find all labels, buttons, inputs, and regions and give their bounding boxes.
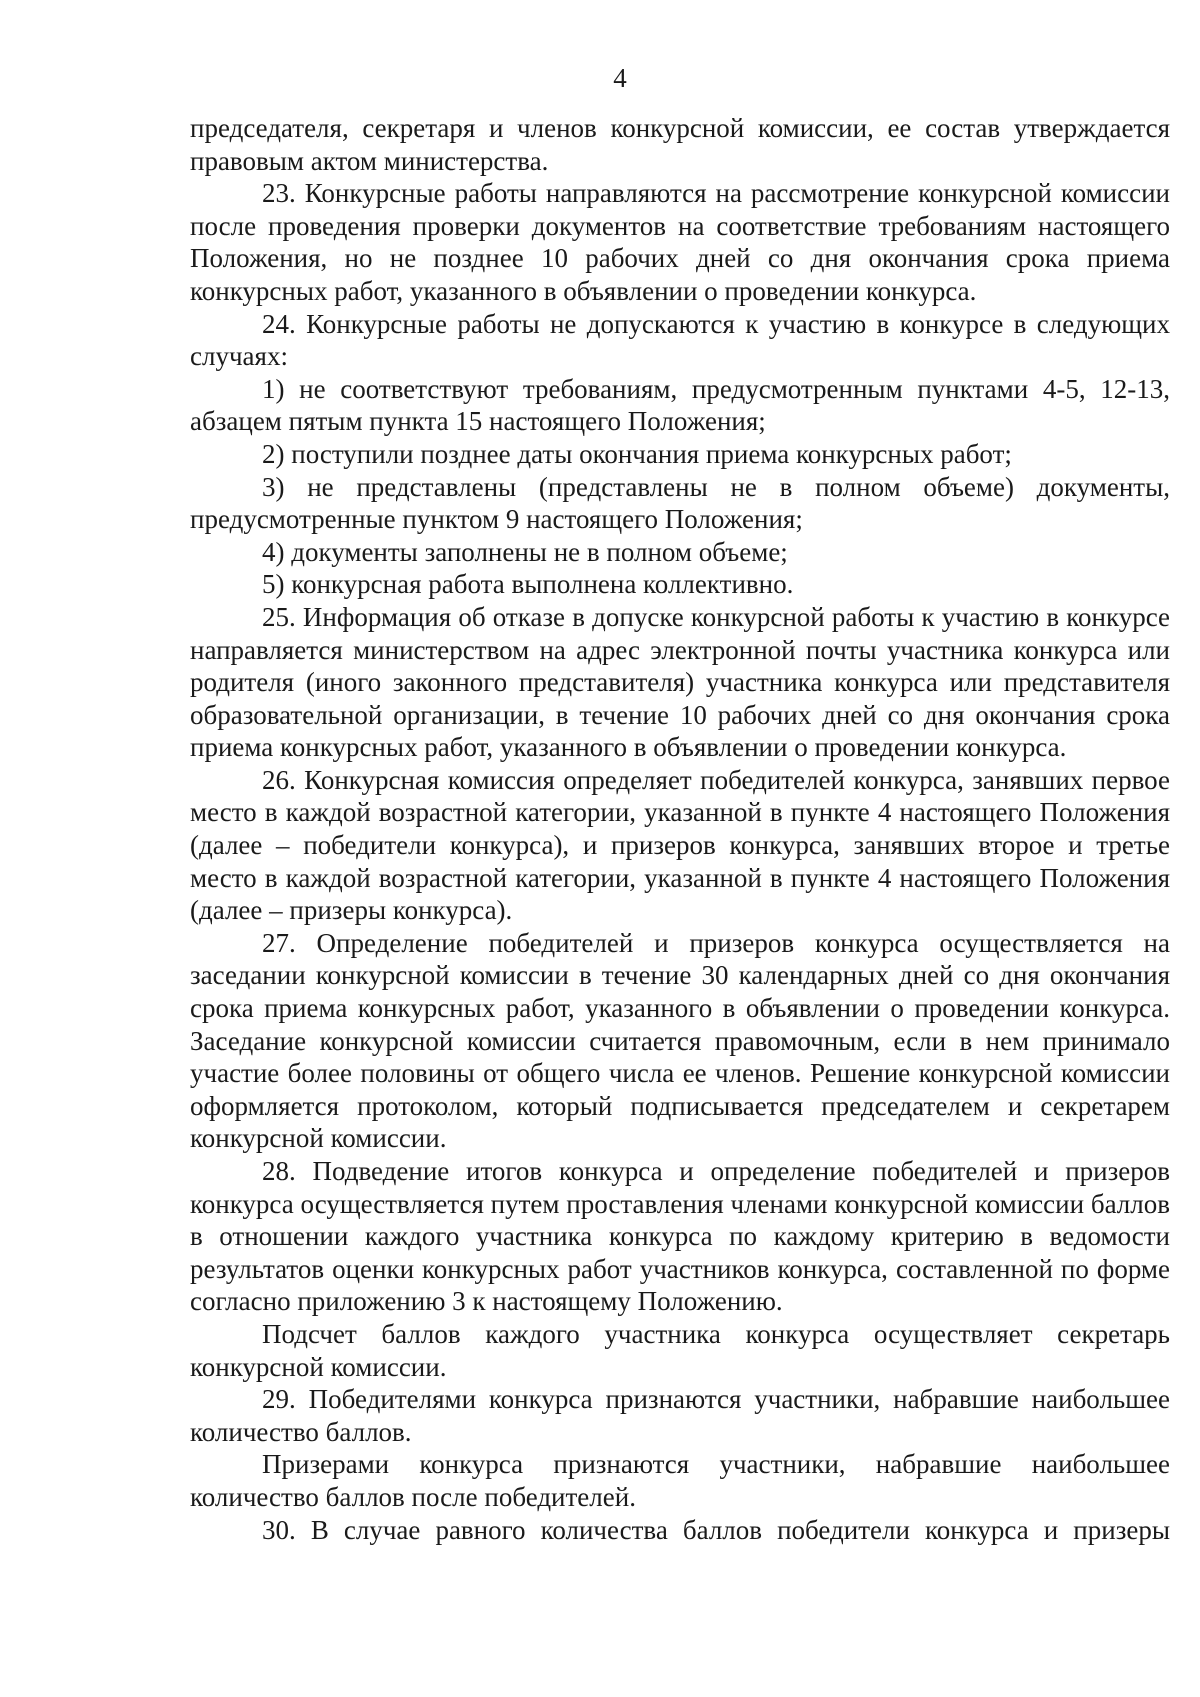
paragraph-29-prizewinners: Призерами конкурса признаются участники, набравшие наибольшее количество баллов после победителей. [190, 1449, 1170, 1512]
list-item-24-1: 1) не соответствуют требованиям, предусмотренным пунктами 4-5, 12-13, абзацем пятым пункта 15 настоящего Положения; [190, 373, 1170, 437]
document-body [190, 112, 1170, 1546]
list-item-24-2: 2) поступили позднее даты окончания приема конкурсных работ; [262, 438, 1012, 469]
paragraph-26: 26. Конкурсная комиссия определяет победителей конкурса, занявших первое место в каждой возрастной категории, указанной в пункте 4 настоящего Положения (далее – победители конкурса), и призеров конкурса, занявших второе и третье место в каждой возрастной категории, указанной в пункте 4 настоящего Положения (далее – призеры конкурса). [190, 764, 1170, 926]
page-number: 4 [613, 63, 627, 93]
paragraph-25: 25. Информация об отказе в допуске конкурсной работы к участию в конкурсе направляется министерством на адрес электронной почты участника конкурса или родителя (иного законного представителя) участника конкурса или представителя образовательной организации, в течение 10 рабочих дней со дня окончания срока приема конкурсных работ, указанного в объявлении о проведении конкурса. [190, 601, 1170, 763]
paragraph-24: 24. Конкурсные работы не допускаются к участию в конкурсе в следующих случаях: [190, 308, 1170, 372]
list-item-24-4: 4) документы заполнены не в полном объеме; [262, 536, 788, 567]
paragraph-29: 29. Победителями конкурса признаются участники, набравшие наибольшее количество баллов. [190, 1384, 1170, 1447]
paragraph-28: 28. Подведение итогов конкурса и определение победителей и призеров конкурса осуществляется путем проставления членами конкурсной комиссии баллов в отношении каждого участника конкурса по каждому критерию в ведомости результатов оценки конкурсных работ участников конкурса, составленной по форме согласно приложению 3 к настоящему Положению. [190, 1156, 1170, 1317]
list-item-24-3: 3) не представлены (представлены не в полном объеме) документы, предусмотренные пунктом 9 настоящего Положения; [190, 471, 1170, 535]
list-item-24-5: 5) конкурсная работа выполнена коллективно. [262, 569, 794, 600]
paragraph-continuation: председателя, секретаря и членов конкурсной комиссии, ее состав утверждается правовым актом министерства. [190, 113, 1170, 176]
paragraph-30: 30. В случае равного количества баллов победители конкурса и призеры [262, 1514, 1170, 1545]
paragraph-27: 27. Определение победителей и призеров конкурса осуществляется на заседании конкурсной комиссии в течение 30 календарных дней со дня окончания срока приема конкурсных работ, указанного в объявлении о проведении конкурса. Заседание конкурсной комиссии считается правомочным, если в нем принимало участие более половины от общего числа ее членов. Решение конкурсной комиссии оформляется протоколом, который подписывается председателем и секретарем конкурсной комиссии. [190, 927, 1170, 1154]
paragraph-23: 23. Конкурсные работы направляются на рассмотрение конкурсной комиссии после проведения проверки документов на соответствие требованиям настоящего Положения, но не позднее 10 рабочих дней со дня окончания срока приема конкурсных работ, указанного в объявлении о проведении конкурса. [190, 178, 1170, 306]
paragraph-28-scoring: Подсчет баллов каждого участника конкурса осуществляет секретарь конкурсной комиссии. [190, 1318, 1170, 1382]
